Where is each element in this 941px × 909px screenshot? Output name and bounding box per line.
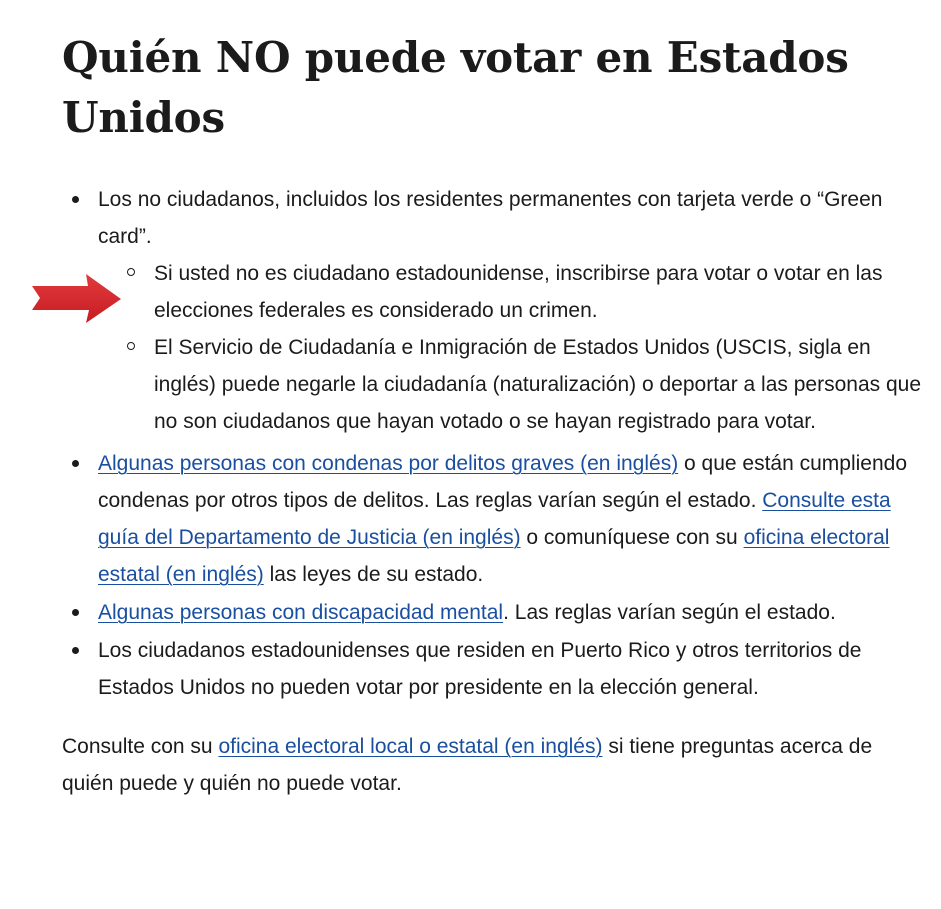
list-item-text: . Las reglas varían según el estado. [503, 601, 836, 624]
mental-disability-link[interactable]: Algunas personas con discapacidad mental [98, 601, 504, 624]
felony-convictions-link[interactable]: Algunas personas con condenas por delitos graves (en inglés) [98, 452, 679, 475]
who-cannot-vote-list [62, 181, 922, 706]
list-item-text: Los ciudadanos estadounidenses que residen en Puerto Rico y otros territorios de Estados Unidos no pueden votar por presidente en la elección general. [98, 639, 862, 699]
circle-bullet [127, 342, 135, 350]
local-state-election-office-link[interactable]: oficina electoral local o estatal (en inglés) [218, 735, 603, 758]
circle-bullet [127, 268, 135, 276]
sub-item-text: El Servicio de Ciudadanía e Inmigración de Estados Unidos (USCIS, sigla en inglés) puede negarle la ciudadanía (naturalización) o deportar a las personas que no son ciudadanos que hayan votado o se hayan registrado para votar. [154, 336, 922, 433]
list-item [62, 632, 922, 706]
list-item [62, 181, 922, 444]
content-section [62, 28, 922, 802]
closing-text: Consulte con su [62, 735, 219, 758]
sub-list [98, 255, 922, 440]
sub-list-item [98, 329, 922, 440]
bullet-dot [72, 196, 79, 203]
list-item-text: o que están cumpliendo condenas por otros tipos de delitos. Las reglas varían según el estado. [98, 452, 908, 512]
list-item-text: Los no ciudadanos, incluidos los residentes permanentes con tarjeta verde o “Green card”. [98, 188, 883, 248]
sub-item-text: Si usted no es ciudadano estadounidense, inscribirse para votar o votar en las elecciones federales es considerado un crimen. [154, 262, 883, 322]
bullet-dot [72, 460, 79, 467]
closing-text: si tiene preguntas acerca de quién puede y quién no puede votar. [62, 735, 873, 795]
bullet-dot [72, 647, 79, 654]
justice-department-guide-link[interactable]: Consulte esta guía del Departamento de Justicia (en inglés) [98, 489, 891, 549]
closing-paragraph [62, 728, 922, 802]
list-item [62, 594, 922, 631]
list-item-text: las leyes de su estado. [263, 563, 484, 586]
bullet-dot [72, 609, 79, 616]
list-item [62, 445, 922, 593]
page-title: Quién NO puede votar en Estados Unidos [62, 33, 849, 142]
sub-list-item [98, 255, 922, 329]
state-election-office-link[interactable]: oficina electoral estatal (en inglés) [98, 526, 890, 586]
list-item-text: o comuníquese con su [520, 526, 744, 549]
